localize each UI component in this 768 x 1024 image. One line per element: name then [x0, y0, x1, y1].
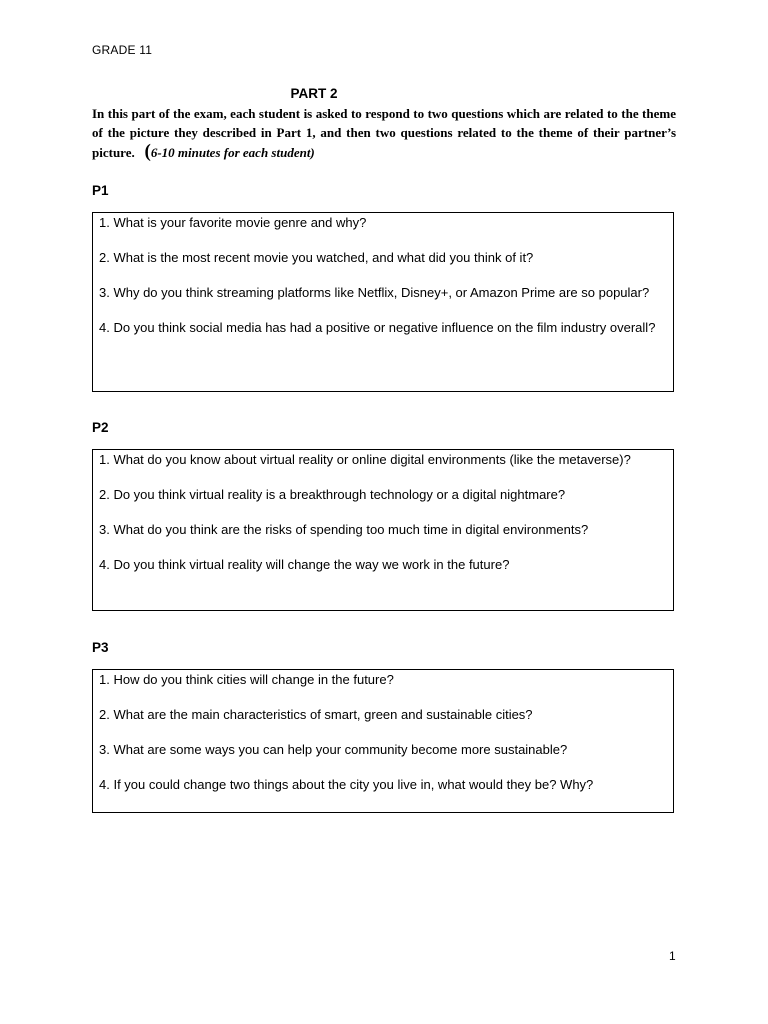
question-box-p2 [92, 449, 674, 611]
timing-note: 6-10 minutes for each student) [150, 145, 315, 160]
question-item: 1. How do you think cities will change in the future? [99, 672, 394, 687]
question-item: 1. What is your favorite movie genre and why? [99, 215, 367, 230]
question-box-p1 [92, 212, 674, 392]
question-item: 2. Do you think virtual reality is a breakthrough technology or a digital nightmare? [99, 487, 566, 502]
question-item: 3. What do you think are the risks of spending too much time in digital environments? [99, 522, 589, 537]
question-item: 3. What are some ways you can help your community become more sustainable? [99, 742, 568, 757]
part-title: PART 2 [290, 86, 338, 101]
question-box-p3 [92, 669, 674, 813]
grade-header: GRADE 11 [92, 43, 153, 57]
question-item: 1. What do you know about virtual reality or online digital environments (like the metaverse)? [99, 452, 631, 467]
question-item: 4. Do you think virtual reality will change the way we work in the future? [99, 557, 510, 572]
question-item: 4. If you could change two things about the city you live in, what would they be? Why? [99, 777, 594, 792]
question-item: 4. Do you think social media has had a positive or negative influence on the film industry overall? [99, 320, 656, 335]
section-label-p2: P2 [92, 420, 109, 435]
question-item: 2. What are the main characteristics of smart, green and sustainable cities? [99, 707, 533, 722]
question-item: 3. Why do you think streaming platforms like Netflix, Disney+, or Amazon Prime are so popular? [99, 285, 650, 300]
intro-paragraph [92, 104, 676, 162]
section-label-p1: P1 [92, 183, 109, 198]
intro-text: In this part of the exam, each student is asked to respond to two questions which are related to the theme of the picture they described in Part 1, and then two questions related to the theme of their partner’s picture. [92, 106, 676, 160]
page-number: 1 [669, 949, 676, 963]
section-label-p3: P3 [92, 640, 109, 655]
timing-paren: ( [144, 141, 151, 162]
question-item: 2. What is the most recent movie you watched, and what did you think of it? [99, 250, 534, 265]
